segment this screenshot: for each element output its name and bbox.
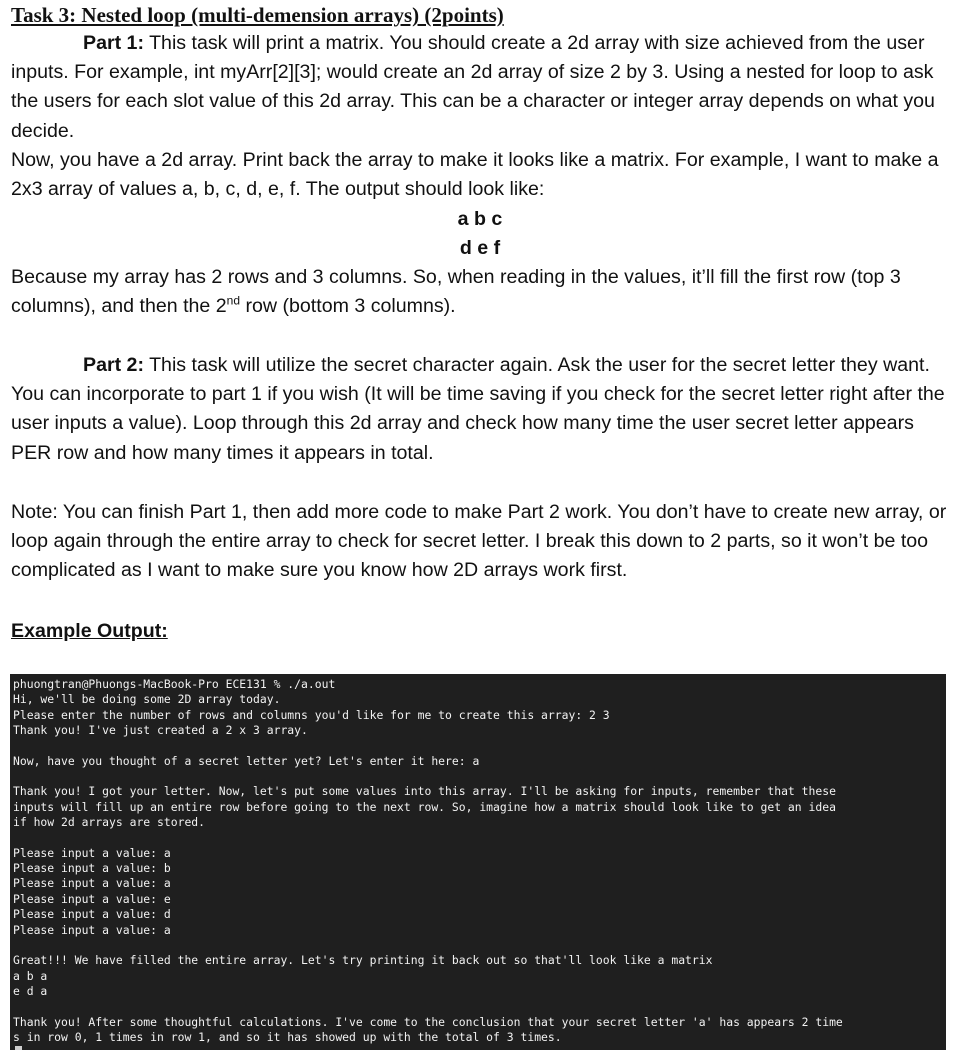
terminal-cursor <box>15 1046 22 1050</box>
part2-paragraph <box>11 351 949 468</box>
terminal-line: Thank you! I got your letter. Now, let's put some values into this array. I'll be asking for inputs, remember that these <box>13 784 836 799</box>
part1-paragraph-3 <box>11 263 949 321</box>
superscript-nd: nd <box>226 293 241 308</box>
terminal-line: phuongtran@Phuongs-MacBook-Pro ECE131 % ./a.out <box>13 677 336 691</box>
terminal-line: Please input a value: a <box>13 922 171 937</box>
terminal-prompt-line <box>13 1045 943 1050</box>
terminal-blank-line <box>13 938 943 953</box>
example-output-heading: Example Output: <box>11 620 168 642</box>
terminal-blank-line <box>13 999 943 1014</box>
terminal-blank-line <box>13 830 943 845</box>
matrix-row-1: a b c <box>457 208 503 230</box>
terminal-line: Please input a value: a <box>13 845 171 860</box>
part1-text: This task will print a matrix. You should create a 2d array with size achieved from the user inputs. For example, int myArr[2][3]; would create an 2d array of size 2 by 3. Using a nested for loop to ask the users for each slot value of this 2d array. This can be a character or integer array depends on what you decide. <box>11 32 935 142</box>
matrix-row-2: d e f <box>459 237 501 259</box>
terminal-line: Please input a value: a <box>13 876 171 891</box>
terminal-line: Please input a value: b <box>13 861 171 876</box>
terminal-line: Thank you! I've just created a 2 x 3 array. <box>13 723 308 738</box>
terminal-blank-line <box>13 769 943 784</box>
terminal-line: a b a <box>13 968 48 983</box>
terminal-line: Thank you! After some thoughtful calculations. I've come to the conclusion that your secret letter 'a' has appears 2 time <box>13 1014 843 1029</box>
part1-text3-b: row (bottom 3 columns). <box>240 295 456 318</box>
part1-paragraph <box>11 29 949 146</box>
part2-text: This task will utilize the secret character again. Ask the user for the secret letter they want. You can incorporate to part 1 if you wish (It will be time saving if you check for the secret letter right after the user inputs a value). Loop through this 2d array and check how many time the user secret letter appears PER row and how many times it appears in total. <box>11 354 945 464</box>
terminal-blank-line <box>13 738 943 753</box>
terminal-line-text: s in row 0, 1 times in row 1, and so it has showed up with the total of 3 times. <box>13 1029 562 1044</box>
terminal-line: e d a <box>13 983 48 998</box>
note-paragraph: Note: You can finish Part 1, then add more code to make Part 2 work. You don’t have to create new array, or loop again through the entire array to check for secret letter. I break this down to 2 parts, so it won’t be too complicated as I want to make sure you know how 2D arrays work first. <box>11 501 947 582</box>
part2-label: Part 2: <box>83 354 144 376</box>
terminal-line: if how 2d arrays are stored. <box>13 815 206 830</box>
part1-label: Part 1: <box>83 32 144 54</box>
terminal-line: Please input a value: e <box>13 891 171 906</box>
terminal-line: inputs will fill up an entire row before going to the next row. So, imagine how a matrix should look like to get an idea <box>13 799 836 814</box>
part1-paragraph-2: Now, you have a 2d array. Print back the array to make it looks like a matrix. For example, I want to make a 2x3 array of values a, b, c, d, e, f. The output should look like: <box>11 149 939 201</box>
task-title: Task 3: Nested loop (multi-demension arrays) (2points) <box>11 3 504 27</box>
part1-text3-a: Because my array has 2 rows and 3 columns. So, when reading in the values, it’ll fill the first row (top 3 columns), and then the 2 <box>11 266 901 318</box>
terminal-line: Now, have you thought of a secret letter yet? Let's enter it here: a <box>13 753 480 768</box>
terminal-line: Great!!! We have filled the entire array. Let's try printing it back out so that'll look like a matrix <box>13 953 713 968</box>
terminal-line: Hi, we'll be doing some 2D array today. <box>13 692 281 707</box>
terminal-line: Please enter the number of rows and columns you'd like for me to create this array: 2 3 <box>13 707 610 722</box>
terminal-output <box>10 674 946 1050</box>
terminal-line: Please input a value: d <box>13 907 171 922</box>
terminal-line <box>13 1030 943 1045</box>
